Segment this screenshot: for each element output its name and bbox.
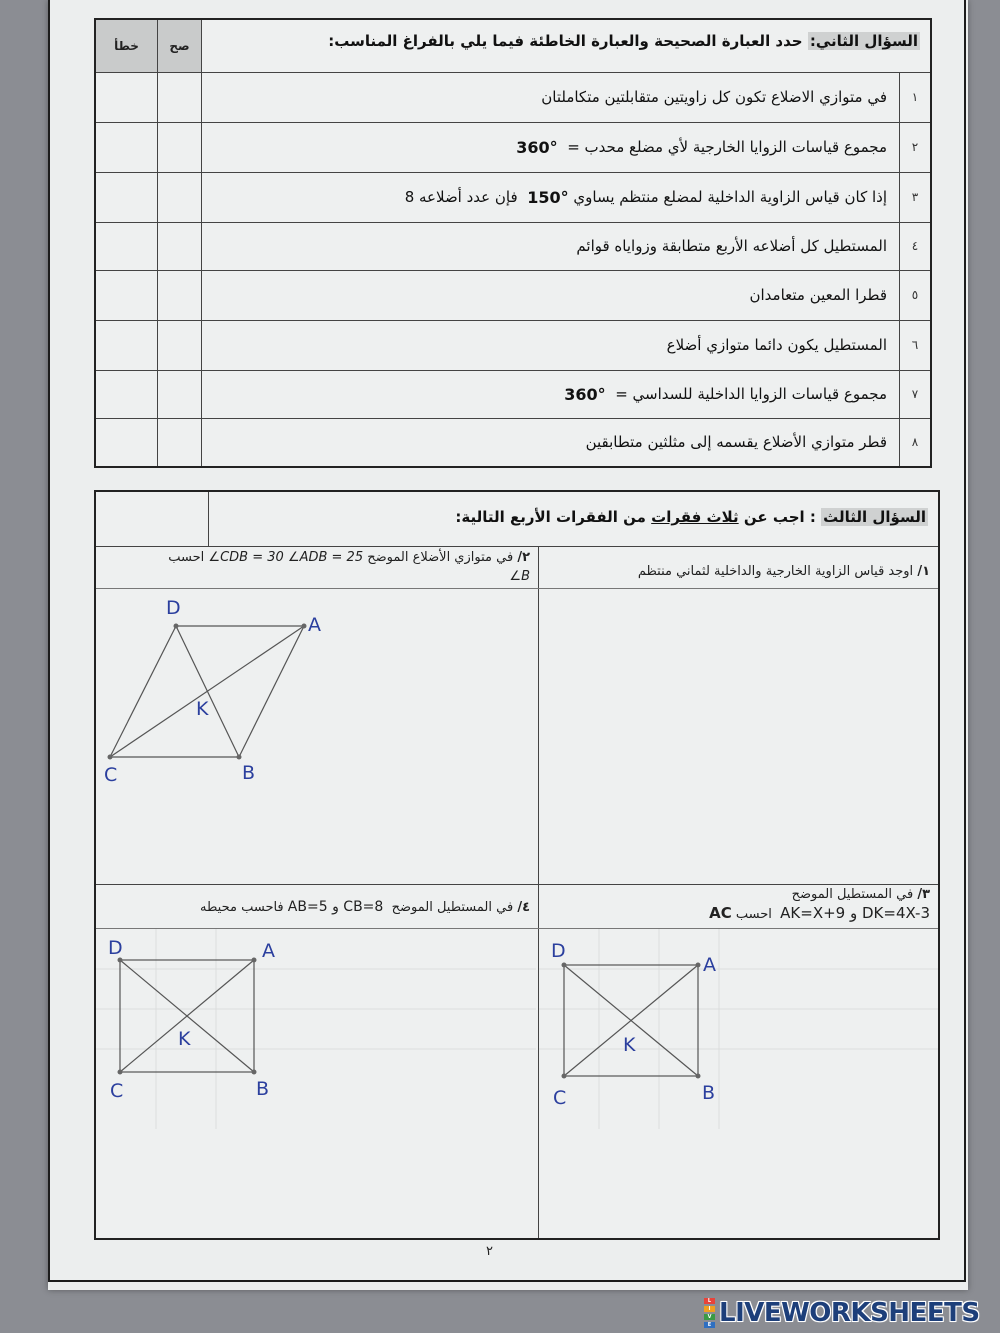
statement-number: ١	[911, 90, 919, 104]
answer-true-cell[interactable]	[158, 122, 202, 172]
answer-false-cell[interactable]	[96, 270, 158, 320]
vertex-label-c: C	[553, 1087, 567, 1109]
vertex-label-a: A	[262, 940, 275, 962]
statement-row	[96, 370, 930, 419]
question-2-title	[202, 20, 930, 72]
vertex-label-a: A	[703, 954, 716, 976]
column-header-false: خطأ	[96, 20, 158, 72]
answer-false-cell[interactable]	[96, 122, 158, 172]
answer-true-cell[interactable]	[158, 222, 202, 270]
answer-false-cell[interactable]	[96, 172, 158, 222]
statement-text: المستطيل كل أضلاعه الأربع متطابقة وزواياه قوائم	[202, 222, 900, 270]
vertex-label-b: B	[256, 1078, 270, 1100]
statement-row	[96, 72, 930, 123]
statement-number: ٤	[911, 239, 919, 253]
answer-true-cell[interactable]	[158, 370, 202, 418]
intersection-label-k: K	[178, 1028, 191, 1050]
statement-text: قطر متوازي الأضلاع يقسمه إلى مثلثين متطابقين	[202, 418, 900, 466]
parallelogram-diagram	[96, 589, 536, 789]
statement-text: مجموع قياسات الزوايا الخارجية لأي مضلع محدب = 360°	[202, 122, 900, 172]
answer-true-cell[interactable]	[158, 320, 202, 370]
answer-true-cell[interactable]	[158, 72, 202, 122]
paragraph-3-prompt: ٣/ في المستطيل الموضح AK=X+9 و DK=4X-3 احسب AC	[709, 887, 930, 922]
statement-row	[96, 172, 930, 223]
question-3-section	[94, 490, 940, 1240]
question-3-title: السؤال الثالث : اجب عن ثلاث فقرات من الفقرات الأربع التالية:	[455, 508, 926, 526]
page-number: ٢	[486, 1244, 493, 1259]
answer-true-cell[interactable]	[158, 418, 202, 466]
answer-false-cell[interactable]	[96, 320, 158, 370]
brand-mark-icon: L I V E	[704, 1298, 715, 1328]
question-3-label: السؤال الثالث	[823, 508, 926, 526]
statement-text: مجموع قياسات الزوايا الداخلية للسداسي = 360°	[202, 370, 900, 418]
answer-false-cell[interactable]	[96, 418, 158, 466]
statement-value: 360°	[516, 137, 558, 157]
paragraph-1-answer-area[interactable]	[539, 589, 938, 884]
statement-number: ٢	[911, 140, 919, 154]
statement-text: قطرا المعين متعامدان	[202, 270, 900, 320]
answer-true-cell[interactable]	[158, 172, 202, 222]
vertex-label-d: D	[551, 940, 566, 962]
statement-number: ٧	[911, 387, 919, 401]
three-paragraphs-underlined: ثلاث فقرات	[651, 508, 739, 526]
vertex-label-b: B	[702, 1082, 716, 1104]
rectangle-diagram-3	[539, 929, 938, 1129]
statement-number: ٣	[911, 190, 919, 204]
vertex-label-c: C	[110, 1080, 124, 1102]
vertex-label-c: C	[104, 764, 118, 786]
answer-false-cell[interactable]	[96, 222, 158, 270]
vertex-label-b: B	[242, 762, 256, 784]
header-divider	[208, 492, 209, 546]
intersection-label-k: K	[623, 1034, 636, 1056]
answer-false-cell[interactable]	[96, 72, 158, 122]
answer-false-cell[interactable]	[96, 370, 158, 418]
rectangle-diagram-4	[96, 929, 536, 1129]
brand-name: LIVEWORKSHEETS	[719, 1298, 980, 1328]
question-2-label: السؤال الثاني:	[809, 32, 918, 50]
statement-text: إذا كان قياس الزاوية الداخلية لمضلع منتظم يساوي 150° فإن عدد أضلاعه 8	[202, 172, 900, 222]
vertex-label-d: D	[108, 937, 123, 959]
statement-row	[96, 122, 930, 173]
paragraph-2-prompt: ٢/ في متوازي الأضلاع الموضح ∠CDB = 30 ∠ADB = 25 احسب ∠B	[168, 550, 530, 584]
vertex-label-a: A	[308, 614, 321, 636]
statement-text: المستطيل يكون دائما متوازي أضلاع	[202, 320, 900, 370]
statement-number: ٥	[911, 288, 919, 302]
statement-row	[96, 222, 930, 271]
column-header-true: صح	[158, 20, 202, 72]
paragraph-4-prompt: ٤/ في المستطيل الموضح AB=5 و CB=8 فاحسب محيطه	[200, 899, 530, 915]
question-2-instruction: حدد العبارة الصحيحة والعبارة الخاطئة فيما يلي بالفراغ المناسب:	[328, 32, 808, 50]
statement-row	[96, 320, 930, 371]
statement-text: في متوازي الاضلاع تكون كل زاويتين متقابلتين متكاملتان	[202, 72, 900, 122]
statement-number: ٦	[911, 338, 919, 352]
paragraph-1-prompt: ١/ اوجد قياس الزاوية الخارجية والداخلية لثماني منتظم	[637, 564, 930, 579]
liveworksheets-logo	[704, 1298, 980, 1328]
table-header-row	[96, 20, 930, 73]
vertex-label-d: D	[166, 597, 181, 619]
question-3-header	[96, 492, 938, 547]
statement-row	[96, 270, 930, 321]
question-2-table	[94, 18, 932, 468]
statement-value: 360°	[564, 384, 606, 404]
statement-value: 150°	[527, 187, 569, 207]
statement-row	[96, 418, 930, 466]
answer-true-cell[interactable]	[158, 270, 202, 320]
intersection-label-k: K	[196, 698, 209, 720]
statement-number: ٨	[911, 435, 919, 449]
